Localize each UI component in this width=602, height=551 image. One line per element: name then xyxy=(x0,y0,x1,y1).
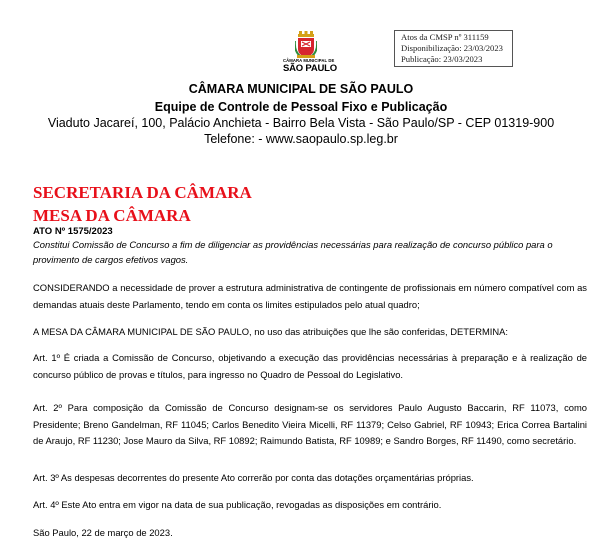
act-number: ATO Nº 1575/2023 xyxy=(33,226,113,237)
paragraph-art-3: Art. 3º As despesas decorrentes do presente Ato correrão por conta das dotações orçamentárias próprias. xyxy=(33,472,474,483)
logo-text-small: CÂMARA MUNICIPAL DE xyxy=(283,58,335,63)
header-subtitle: Equipe de Controle de Pessoal Fixo e Publicação xyxy=(154,100,448,114)
stamp-availability-date: Disponibilização: 23/03/2023 xyxy=(401,43,503,53)
paragraph-determina: A MESA DA CÂMARA MUNICIPAL DE SÃO PAULO, no uso das atribuições que lhe são conferidas, DETERMINA: xyxy=(33,326,509,337)
paragraph-art-2: Art. 2º Para composição da Comissão de Concurso designam-se os servidores Paulo Augusto Baccarin, RF 11073, como Presidente; Breno Gandelman, RF 11045; Carlos Benedito Vieira Micelli, RF 11379; Celso Gabriel, RF 10943; Erica Correa Bartalini de Araujo, RF 11230; Jose Mauro da Silva, RF 10892; Raimundo Batista, RF 10989; e Sandro Borges, RF 11490, como secretário. xyxy=(33,402,587,446)
logo-text-large: SÃO PAULO xyxy=(283,63,337,74)
section-secretaria: SECRETARIA DA CÂMARA xyxy=(33,183,252,202)
section-mesa: MESA DA CÂMARA xyxy=(33,206,191,225)
paragraph-art-1: Art. 1º É criada a Comissão de Concurso, objetivando a execução das providências necessárias à preparação e à realização de concurso público de provas e títulos, para ingresso no Quadro de Pessoal do Legislativo. xyxy=(33,352,587,380)
act-ementa: Constitui Comissão de Concurso a fim de diligenciar as providências necessárias para realização de concurso público para o provimento de cargos efetivos vagos. xyxy=(33,239,553,265)
header-title: CÂMARA MUNICIPAL DE SÃO PAULO xyxy=(188,82,414,96)
paragraph-date: São Paulo, 22 de março de 2023. xyxy=(33,527,173,538)
header-phone: Telefone: - www.saopaulo.sp.leg.br xyxy=(204,132,398,146)
publication-stamp xyxy=(394,30,513,67)
coat-of-arms-icon xyxy=(295,31,317,59)
header-address: Viaduto Jacareí, 100, Palácio Anchieta - Bairro Bela Vista - São Paulo/SP - CEP 01319-900 xyxy=(47,116,555,130)
paragraph-considerando: CONSIDERANDO a necessidade de prover a estrutura administrativa de contingente de profissionais em número compatível com as demandas atuais deste Parlamento, tendo em conta os limites estipulados pelo atual quadro; xyxy=(33,282,587,310)
cmsp-logo xyxy=(283,31,337,74)
paragraph-art-4: Art. 4º Este Ato entra em vigor na data de sua publicação, revogadas as disposições em contrário. xyxy=(33,499,442,510)
stamp-publication-date: Publicação: 23/03/2023 xyxy=(401,54,483,64)
stamp-act-number: Atos da CMSP nº 311159 xyxy=(401,32,489,42)
